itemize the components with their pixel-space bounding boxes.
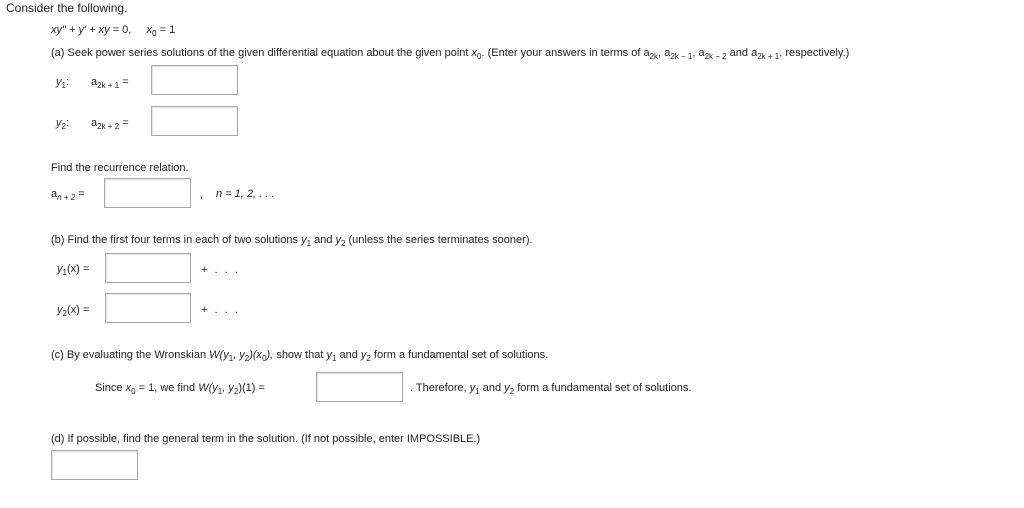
y2-sub: 2 [61, 122, 66, 131]
part-c-y1-sub: 1 [331, 354, 337, 363]
part-c-y2-sub: 2 [366, 354, 371, 363]
coef-a-2k-minus-1: a [664, 47, 671, 59]
part-d-prompt: (d) If possible, find the general term in the solution. (If not possible, enter IMPOSSIBLE.) [51, 433, 481, 445]
part-c-w-sub2: 2 [244, 354, 250, 363]
y1-coef-equals: = [122, 76, 129, 88]
part-c-y2: y [360, 349, 367, 361]
y1x-sub: 1 [62, 268, 67, 277]
part-b-and: and [314, 234, 333, 246]
y2-row-label [56, 116, 69, 130]
coef-a-2k: a [643, 47, 650, 59]
recurrence-coef-a: a [51, 188, 58, 200]
sub-2k: 2k [649, 52, 659, 61]
part-b-y1-sub: 1 [306, 239, 312, 248]
part-b-y1: y [301, 234, 307, 246]
part-c-t-and: and [482, 382, 502, 394]
part-c-w-x0sub: 0 [262, 354, 267, 363]
equation [51, 23, 175, 37]
part-c-t-y1-sub: 1 [475, 387, 480, 396]
part-c-t-y1: y [469, 382, 476, 394]
y1x-label [57, 262, 89, 276]
part-c-w1-sub2: 2 [233, 387, 239, 396]
part-b-y2: y [335, 234, 341, 246]
y1-symbol: y [56, 76, 62, 88]
y1-sub: 1 [61, 81, 66, 90]
part-c-w-sub1: 1 [228, 354, 234, 363]
y2x-sub: 2 [62, 309, 67, 318]
part-c-w1-sub1: 1 [217, 387, 223, 396]
x0-symbol: x [146, 24, 153, 36]
y1-colon: : [65, 76, 70, 88]
part-b-prompt-end: (unless the series terminates sooner). [348, 234, 533, 246]
y1-coef-sub: 2k + 1 [97, 81, 120, 90]
part-c-since-x0: x [125, 382, 132, 394]
recurrence-n-range: n = 1, 2, . . . [216, 188, 275, 200]
recurrence-equals: = [78, 188, 85, 200]
part-c-and: and [339, 349, 358, 361]
recurrence-sub: n + 2 [57, 193, 76, 202]
part-c-t-y2-sub: 2 [509, 387, 515, 396]
part-a-instruction-start: . (Enter your answers in terms of [481, 47, 641, 59]
part-b-prompt [51, 233, 533, 247]
y1x-plus-dots: + . . . [201, 264, 240, 276]
part-b-y2-sub: 2 [341, 239, 346, 248]
sub-2k-minus-2: 2k − 2 [704, 52, 727, 61]
y1-row-label [56, 75, 69, 89]
and-word: and [729, 47, 749, 59]
x0-value: = 1 [159, 24, 176, 36]
part-a-x0-sub: 0 [477, 52, 482, 61]
y2-coef-equals: = [122, 117, 129, 129]
part-c-prompt [51, 348, 548, 362]
y2x-input[interactable] [105, 293, 191, 323]
part-a-prompt: (a) Seek power series solutions of the given differential equation about the given point $x_0$. (Enter your answers in terms of $a_{2k}$, $a_{2k - 1}$, $a_{2k - 2}$ and $a_{2k + 1}$, respectively.) [51, 47, 850, 61]
coef-a-2k-minus-2: a [698, 47, 705, 59]
y1-coef-label [91, 75, 129, 89]
y2-coef-input[interactable] [151, 106, 238, 136]
part-c-w-at-1: )(1) = [238, 382, 265, 394]
part-b-prompt-start: (b) Find the first four terms in each of two solutions [51, 234, 298, 246]
part-c-prompt-tail: form a fundamental set of solutions. [373, 349, 549, 361]
part-a-instruction-end: respectively.) [785, 47, 850, 59]
y2-coef-label [91, 116, 129, 130]
part-c-w-mid: , y [233, 349, 245, 361]
y2x-expr: (x) = [66, 304, 90, 316]
y2x-label [57, 303, 89, 317]
part-c-w-end: )(x [249, 349, 263, 361]
x0-subscript: 0 [152, 29, 157, 38]
sub-2k-minus-1: 2k − 1 [670, 52, 693, 61]
recurrence-prompt: Find the recurrence relation. [51, 162, 189, 174]
recurrence-input[interactable] [104, 178, 191, 208]
sub-2k-plus-1: 2k + 1 [757, 52, 780, 61]
equation-lhs: xy" + y' + xy [51, 24, 110, 36]
part-c-therefore-word: . Therefore, [410, 382, 467, 394]
part-c-since-val: = 1, we find [138, 382, 196, 394]
equation-equals: = 0, [112, 24, 132, 36]
part-a-x0: x [471, 47, 478, 59]
y2x-symbol: y [57, 304, 63, 316]
y2-colon: : [65, 117, 70, 129]
y2x-plus-dots: + . . . [201, 304, 240, 316]
wronskian-input[interactable] [316, 372, 403, 402]
part-c-w1: W(y [198, 382, 218, 394]
y2-symbol: y [56, 117, 62, 129]
y1-coef-a: a [91, 76, 98, 88]
y2-coef-a: a [91, 117, 98, 129]
recurrence-lhs [51, 187, 85, 201]
y2-coef-sub: 2k + 2 [97, 122, 120, 131]
part-c-y1: y [326, 349, 332, 361]
coef-a-2k-plus-1: a [751, 47, 758, 59]
y1x-symbol: y [57, 263, 63, 275]
intro-text: Consider the following. [6, 1, 128, 15]
part-c-t-y2: y [504, 382, 510, 394]
y1x-input[interactable] [105, 253, 191, 283]
part-c-t-tail: form a fundamental set of solutions. [517, 382, 692, 394]
general-term-input[interactable] [51, 450, 138, 480]
part-c-since [95, 381, 265, 395]
part-c-prompt-end: show that [276, 349, 324, 361]
recurrence-comma: , [200, 189, 204, 201]
y1-coef-input[interactable] [151, 65, 238, 95]
part-c-since-word: Since [95, 382, 123, 394]
part-c-w1-mid: , y [222, 382, 234, 394]
part-c-prompt-start: (c) By evaluating the Wronskian [51, 349, 207, 361]
part-a-prefix: (a) Seek power series solutions of the given differential equation about the given point [51, 47, 469, 59]
part-c-therefore [410, 381, 691, 395]
part-c-since-x0-sub: 0 [131, 387, 136, 396]
y1x-expr: (x) = [66, 263, 90, 275]
part-c-wronskian: W(y [209, 349, 229, 361]
part-c-w-close: ), [266, 349, 274, 361]
